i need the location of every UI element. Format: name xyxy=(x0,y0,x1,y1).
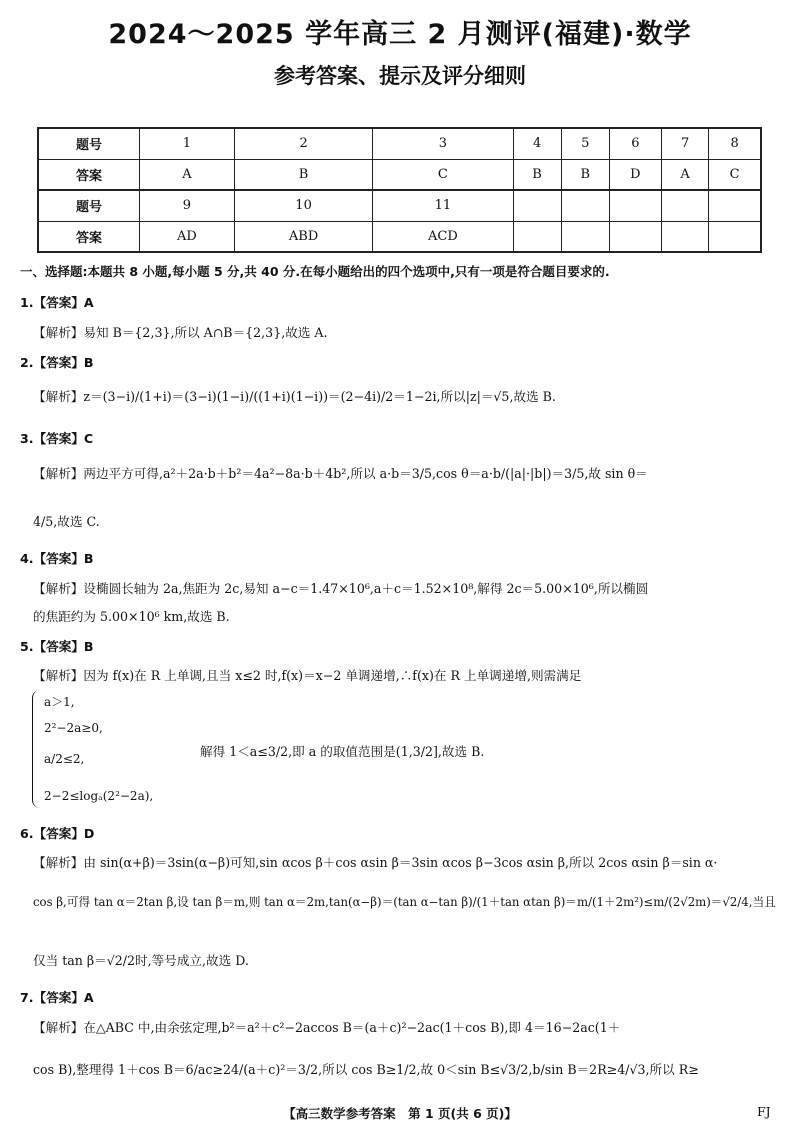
question-4-solution-cont: 的焦距约为 5.00×10⁶ km,故选 B. xyxy=(33,609,230,624)
table-cell: B xyxy=(561,159,609,190)
question-2-solution: 【解析】z＝(3−i)/(1+i)＝(3−i)(1−i)/((1+i)(1−i))＝(2−4i)/2＝1−2i,所以|z|＝√5,故选 B. xyxy=(33,389,556,404)
table-cell: 11 xyxy=(373,190,513,221)
table-header-cell: 题号 xyxy=(38,128,140,159)
question-4-answer: 4.【答案】B xyxy=(20,551,94,566)
question-5-answer: 5.【答案】B xyxy=(20,639,94,654)
table-cell: 8 xyxy=(709,128,761,159)
question-5-solution: 【解析】因为 f(x)在 R 上单调,且当 x≤2 时,f(x)＝x−2 单调递增,∴f(x)在 R 上单调递增,则需满足 xyxy=(33,668,582,683)
table-cell: 4 xyxy=(513,128,561,159)
system-row: a/2≤2, xyxy=(44,752,85,766)
system-brace xyxy=(32,690,43,808)
table-cell: 7 xyxy=(661,128,708,159)
question-6-solution: 【解析】由 sin(α+β)＝3sin(α−β)可知,sin αcos β＋cos αsin β＝3sin αcos β−3cos αsin β,所以 2cos αsin β＝sin α· xyxy=(33,855,718,870)
table-header-cell: 答案 xyxy=(38,221,140,252)
table-cell: A xyxy=(140,159,235,190)
page-footer: 【高三数学参考答案 第 1 页(共 6 页)】 xyxy=(283,1106,517,1121)
table-cell: 10 xyxy=(234,190,372,221)
table-cell: D xyxy=(609,159,661,190)
table-row xyxy=(38,221,761,252)
table-cell xyxy=(661,190,708,221)
question-3-solution-cont: 4/5,故选 C. xyxy=(33,514,100,529)
table-cell: ACD xyxy=(373,221,513,252)
table-cell xyxy=(561,221,609,252)
table-cell: C xyxy=(709,159,761,190)
table-header-cell: 题号 xyxy=(38,190,140,221)
table-row xyxy=(38,190,761,221)
table-cell xyxy=(609,221,661,252)
table-cell: 5 xyxy=(561,128,609,159)
table-header-cell: 答案 xyxy=(38,159,140,190)
table-row xyxy=(38,128,761,159)
question-4-solution: 【解析】设椭圆长轴为 2a,焦距为 2c,易知 a−c＝1.47×10⁶,a＋c＝1.52×10⁸,解得 2c＝5.00×10⁶,所以椭圆 xyxy=(33,581,649,596)
table-cell: 3 xyxy=(373,128,513,159)
system-row: 2−2≤logₐ(2²−2a), xyxy=(44,789,154,803)
table-cell: B xyxy=(234,159,372,190)
table-cell: C xyxy=(373,159,513,190)
table-cell xyxy=(561,190,609,221)
question-7-answer: 7.【答案】A xyxy=(20,990,94,1005)
table-cell: 1 xyxy=(140,128,235,159)
question-6-answer: 6.【答案】D xyxy=(20,826,95,841)
question-2-answer: 2.【答案】B xyxy=(20,355,94,370)
table-cell xyxy=(709,221,761,252)
question-6-solution-cont: 仅当 tan β＝√2/2时,等号成立,故选 D. xyxy=(33,953,249,968)
system-row: a＞1, xyxy=(44,695,75,709)
table-cell: B xyxy=(513,159,561,190)
table-cell xyxy=(609,190,661,221)
question-6-solution-cont: cos β,可得 tan α＝2tan β,设 tan β＝m,则 tan α＝2m,tan(α−β)＝(tan α−tan β)/(1＋tan αtan β)＝m/(1＋2m²)≤m/(2√2m)＝√2/4,当且 xyxy=(33,895,776,909)
table-cell xyxy=(709,190,761,221)
table-cell: 2 xyxy=(234,128,372,159)
question-5-system-solution: 解得 1＜a≤3/2,即 a 的取值范围是(1,3/2],故选 B. xyxy=(200,744,485,759)
question-3-solution: 【解析】两边平方可得,a²＋2a·b＋b²＝4a²−8a·b＋4b²,所以 a·b＝3/5,cos θ＝a·b/(|a|·|b|)＝3/5,故 sin θ＝ xyxy=(33,466,648,481)
table-row xyxy=(38,159,761,190)
table-cell: A xyxy=(661,159,708,190)
table-cell: 6 xyxy=(609,128,661,159)
table-cell: ABD xyxy=(234,221,372,252)
answer-table xyxy=(37,127,762,253)
question-7-solution: 【解析】在△ABC 中,由余弦定理,b²＝a²＋c²−2accos B＝(a＋c)²−2ac(1＋cos B),即 4＝16−2ac(1＋ xyxy=(33,1020,621,1035)
document-title: 2024～2025 学年高三 2 月测评(福建)·数学 xyxy=(108,19,692,50)
question-7-solution-cont: cos B),整理得 1＋cos B＝6/ac≥24/(a＋c)²＝3/2,所以 cos B≥1/2,故 0＜sin B≤√3/2,b/sin B＝2R≥4/√3,所以 R≥ xyxy=(33,1062,699,1077)
question-1-solution: 【解析】易知 B＝{2,3},所以 A∩B＝{2,3},故选 A. xyxy=(33,325,328,340)
table-cell xyxy=(513,221,561,252)
document-subtitle: 参考答案、提示及评分细则 xyxy=(274,64,526,88)
system-row: 2²−2a≥0, xyxy=(44,721,103,735)
table-cell xyxy=(513,190,561,221)
section-heading: 一、选择题:本题共 8 小题,每小题 5 分,共 40 分.在每小题给出的四个选项中,只有一项是符合题目要求的. xyxy=(20,264,610,279)
question-1-answer: 1.【答案】A xyxy=(20,295,94,310)
table-cell xyxy=(661,221,708,252)
table-cell: AD xyxy=(140,221,235,252)
question-3-answer: 3.【答案】C xyxy=(20,431,94,446)
table-cell: 9 xyxy=(140,190,235,221)
footer-code: FJ xyxy=(757,1104,771,1119)
